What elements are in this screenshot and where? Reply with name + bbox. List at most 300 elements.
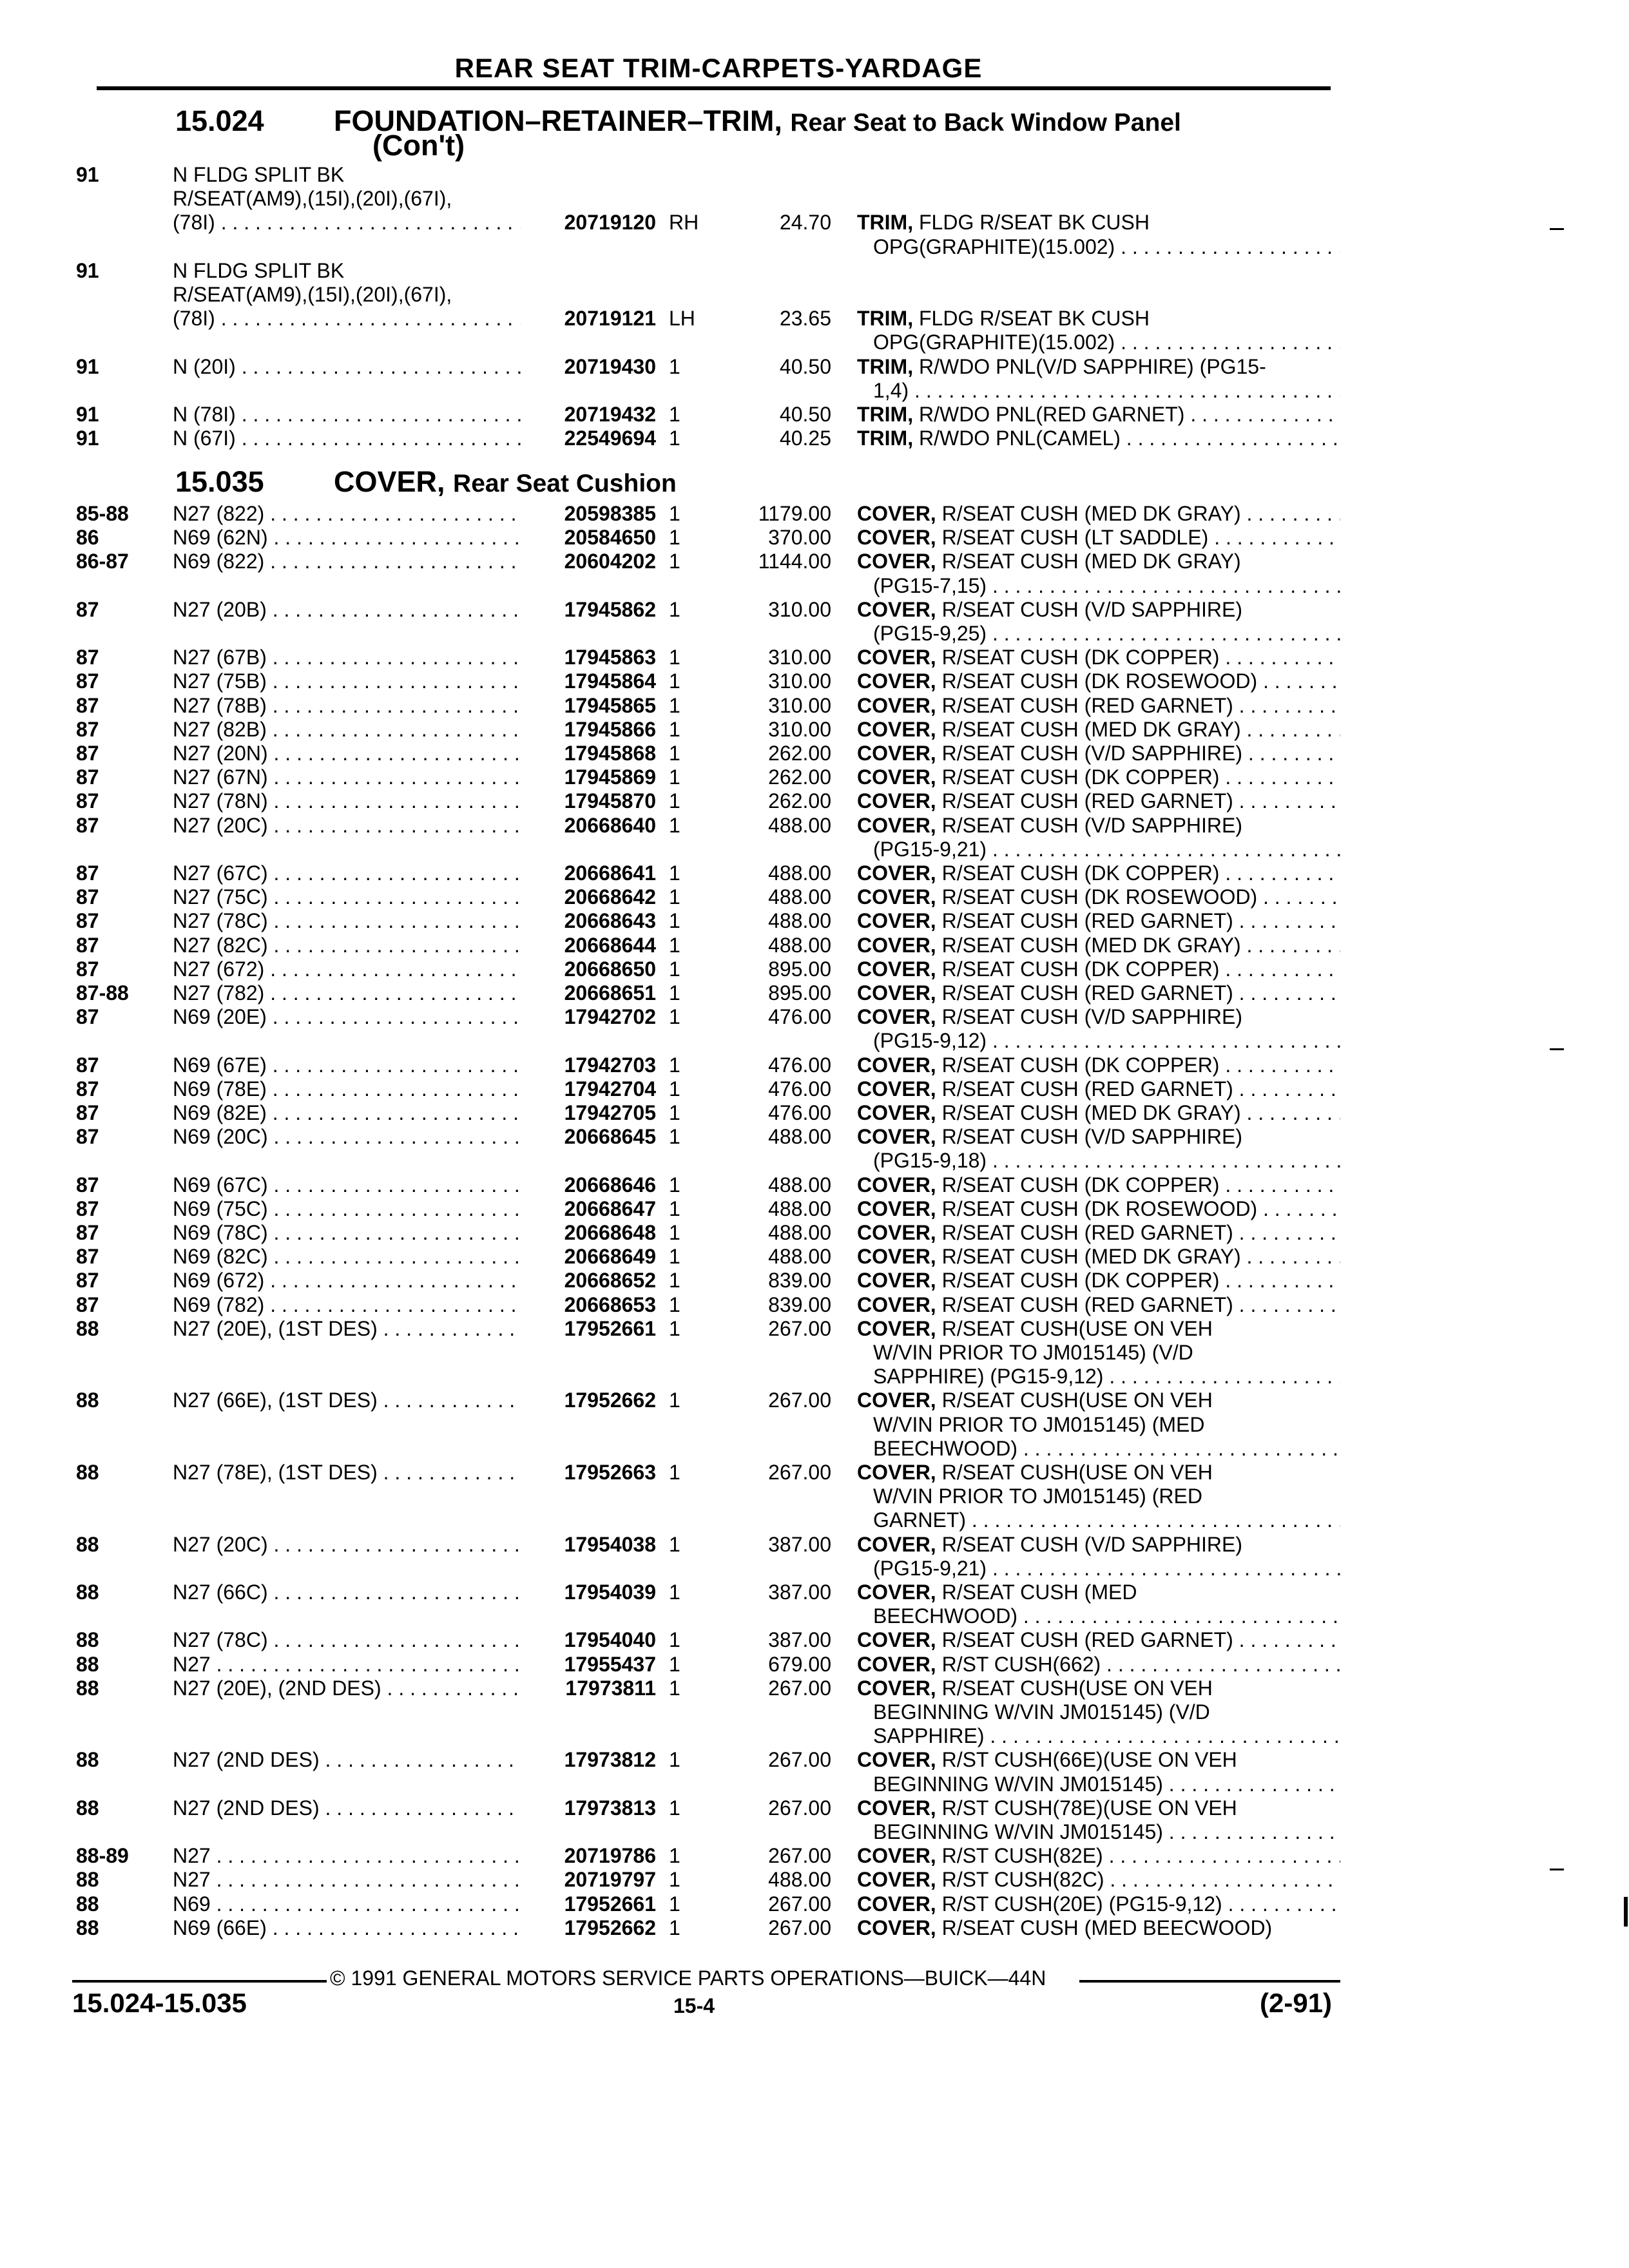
part-keyword: TRIM, bbox=[857, 427, 914, 450]
item-description: N27 (67N) . . . bbox=[173, 765, 521, 789]
table-row bbox=[0, 426, 1353, 450]
part-name: COVER, R/ST CUSH(662) . . . bbox=[857, 1652, 1340, 1677]
quantity: 1 bbox=[669, 1868, 680, 1892]
part-number: 17945870 bbox=[564, 789, 656, 813]
part-keyword: COVER, bbox=[857, 1269, 936, 1293]
item-description: N (20I) . . . bbox=[173, 354, 521, 379]
part-name-continued: OPG(GRAPHITE)(15.002) . . . bbox=[873, 330, 1340, 354]
part-name: COVER, R/SEAT CUSH(USE ON VEH bbox=[857, 1461, 1213, 1484]
quantity: 1 bbox=[669, 957, 680, 981]
table-row bbox=[0, 597, 1353, 622]
part-name: COVER, R/SEAT CUSH (RED GARNET) . . . bbox=[857, 1077, 1340, 1101]
edge-mark bbox=[1550, 228, 1564, 230]
item-description: N69 (78E) . . . bbox=[173, 1077, 521, 1101]
table-row bbox=[0, 957, 1353, 981]
table-row bbox=[0, 1077, 1353, 1101]
table-row bbox=[0, 813, 1353, 838]
item-description: N27 (672) . . . bbox=[173, 957, 521, 981]
model-year: 85-88 bbox=[76, 502, 129, 525]
model-year: 87 bbox=[76, 1053, 99, 1077]
model-year: 87 bbox=[76, 861, 99, 885]
quantity: 1 bbox=[669, 1101, 680, 1124]
model-year: 88 bbox=[76, 1676, 99, 1700]
item-description: N69 (822) . . . bbox=[173, 549, 521, 573]
price: 310.00 bbox=[768, 669, 831, 693]
item-description: N27 (782) . . . bbox=[173, 981, 521, 1005]
part-number: 20604202 bbox=[564, 550, 656, 573]
price: 488.00 bbox=[768, 1125, 831, 1149]
table-row bbox=[0, 1196, 1353, 1221]
table-row bbox=[0, 1843, 1353, 1868]
quantity: 1 bbox=[669, 1269, 680, 1293]
price: 476.00 bbox=[768, 1077, 831, 1100]
part-name: COVER, R/SEAT CUSH (DK COPPER) . . . bbox=[857, 957, 1340, 981]
table-row bbox=[0, 741, 1353, 765]
price: 370.00 bbox=[768, 526, 831, 550]
item-description: N27 (67B) . . . bbox=[173, 645, 521, 669]
part-keyword: COVER, bbox=[857, 693, 936, 717]
model-year: 88 bbox=[76, 1748, 99, 1772]
item-description: N27 (78E), (1ST DES) . . . bbox=[173, 1460, 521, 1485]
quantity: 1 bbox=[669, 403, 680, 426]
price: 310.00 bbox=[768, 646, 831, 669]
item-description: N27 (20B) . . . bbox=[173, 597, 521, 622]
model-year: 87 bbox=[76, 1101, 99, 1124]
table-row bbox=[0, 1580, 1353, 1604]
part-name-continued: BEGINNING W/VIN JM015145) (V/D bbox=[873, 1700, 1210, 1724]
quantity: 1 bbox=[669, 1316, 680, 1340]
model-year: 87 bbox=[76, 933, 99, 957]
part-name: COVER, R/SEAT CUSH (V/D SAPPHIRE) bbox=[857, 597, 1243, 621]
price: 267.00 bbox=[768, 1461, 831, 1484]
part-name: COVER, R/SEAT CUSH (MED DK GRAY) . . . bbox=[857, 501, 1340, 526]
price: 310.00 bbox=[768, 693, 831, 717]
table-row bbox=[0, 1053, 1353, 1077]
part-name: COVER, R/SEAT CUSH (DK COPPER) . . . bbox=[857, 645, 1340, 669]
part-keyword: COVER, bbox=[857, 1077, 936, 1100]
item-description: (78I) . . . bbox=[173, 306, 521, 331]
part-number: 20668640 bbox=[564, 813, 656, 837]
price: 267.00 bbox=[768, 1844, 831, 1868]
model-year: 87 bbox=[76, 1221, 99, 1244]
item-description: N27 (82B) . . . bbox=[173, 717, 521, 742]
part-keyword: COVER, bbox=[857, 646, 936, 669]
quantity: 1 bbox=[669, 1389, 680, 1412]
part-number: 17973811 bbox=[565, 1676, 656, 1700]
part-name: COVER, R/SEAT CUSH (MED DK GRAY) . . . bbox=[857, 1244, 1340, 1269]
part-name-continued: (PG15-9,21) . . . bbox=[873, 837, 1340, 861]
footer-page-number: 15-4 bbox=[673, 1994, 715, 2017]
item-description: N (67I) . . . bbox=[173, 426, 521, 450]
item-description: N69 . . . bbox=[173, 1892, 521, 1916]
part-name-continued: OPG(GRAPHITE)(15.002) . . . bbox=[873, 235, 1340, 259]
part-number: 20668644 bbox=[564, 933, 656, 957]
table-row bbox=[0, 861, 1353, 885]
part-number: 20668646 bbox=[564, 1173, 656, 1196]
part-number: 17942704 bbox=[564, 1077, 656, 1100]
item-description-line: R/SEAT(AM9),(15I),(20I),(67I), bbox=[173, 283, 452, 306]
part-name: COVER, R/SEAT CUSH (DK COPPER) . . . bbox=[857, 1053, 1340, 1077]
part-keyword: COVER, bbox=[857, 1316, 936, 1340]
quantity: 1 bbox=[669, 1221, 680, 1244]
price: 488.00 bbox=[768, 1868, 831, 1892]
table-row bbox=[0, 1244, 1353, 1269]
model-year: 86 bbox=[76, 526, 99, 550]
part-name: COVER, R/SEAT CUSH (V/D SAPPHIRE) bbox=[857, 813, 1243, 837]
part-number: 20719120 bbox=[564, 211, 656, 235]
section-number: 15.024 bbox=[175, 104, 264, 137]
part-keyword: COVER, bbox=[857, 717, 936, 741]
item-description: N27 . . . bbox=[173, 1843, 521, 1868]
section-title: FOUNDATION–RETAINER–TRIM, Rear Seat to Back Window Panel bbox=[334, 104, 1181, 137]
part-number: 17952661 bbox=[564, 1892, 656, 1916]
price: 40.50 bbox=[779, 403, 831, 426]
quantity: 1 bbox=[669, 1077, 680, 1100]
table-row bbox=[0, 1532, 1353, 1557]
model-year: 88 bbox=[76, 1892, 99, 1916]
quantity: 1 bbox=[669, 354, 680, 378]
edge-mark bbox=[1550, 1048, 1564, 1050]
price: 262.00 bbox=[768, 789, 831, 813]
price: 476.00 bbox=[768, 1053, 831, 1077]
quantity: 1 bbox=[669, 813, 680, 837]
part-number: 20668648 bbox=[564, 1221, 656, 1244]
part-number: 17952662 bbox=[564, 1916, 656, 1939]
price: 267.00 bbox=[768, 1796, 831, 1820]
part-name: TRIM, R/WDO PNL(V/D SAPPHIRE) (PG15- bbox=[857, 354, 1266, 378]
part-number: 17942705 bbox=[564, 1101, 656, 1124]
price: 839.00 bbox=[768, 1269, 831, 1293]
item-description: N69 (75C) . . . bbox=[173, 1196, 521, 1221]
table-row bbox=[0, 908, 1353, 933]
part-name-continued: SAPPHIRE) . . . bbox=[873, 1724, 1340, 1748]
price: 267.00 bbox=[768, 1389, 831, 1412]
price: 387.00 bbox=[768, 1532, 831, 1556]
quantity: 1 bbox=[669, 550, 680, 573]
model-year: 87 bbox=[76, 742, 99, 765]
item-description: N69 (20E) . . . bbox=[173, 1004, 521, 1029]
part-name: COVER, R/SEAT CUSH (RED GARNET) . . . bbox=[857, 1220, 1340, 1245]
part-name-continued: (PG15-9,25) . . . bbox=[873, 621, 1340, 646]
model-year: 87 bbox=[76, 1245, 99, 1269]
table-row bbox=[0, 1100, 1353, 1125]
quantity: LH bbox=[669, 307, 695, 331]
part-name: COVER, R/ST CUSH(20E) (PG15-9,12) . . . bbox=[857, 1892, 1340, 1916]
quantity: 1 bbox=[669, 526, 680, 550]
item-description: N (78I) . . . bbox=[173, 402, 521, 427]
footer-section-range: 15.024-15.035 bbox=[72, 1988, 247, 2018]
item-description: N27 (822) . . . bbox=[173, 501, 521, 526]
section-heading-15-024 bbox=[0, 104, 1353, 169]
part-name: COVER, R/SEAT CUSH (V/D SAPPHIRE) bbox=[857, 1005, 1243, 1029]
item-description-line: N FLDG SPLIT BK bbox=[173, 258, 345, 282]
table-row bbox=[0, 1628, 1353, 1652]
part-name: COVER, R/SEAT CUSH(USE ON VEH bbox=[857, 1676, 1213, 1700]
part-name: COVER, R/ST CUSH(82C) . . . bbox=[857, 1867, 1340, 1892]
part-number: 20668649 bbox=[564, 1245, 656, 1269]
part-number: 17945865 bbox=[564, 693, 656, 717]
section-title: COVER, Rear Seat Cushion bbox=[334, 465, 677, 498]
item-description: N27 (75C) . . . bbox=[173, 885, 521, 909]
quantity: 1 bbox=[669, 1532, 680, 1556]
part-keyword: COVER, bbox=[857, 1053, 936, 1077]
part-name-continued: BEECHWOOD) . . . bbox=[873, 1604, 1340, 1628]
item-description: N27 (67C) . . . bbox=[173, 861, 521, 885]
footer-copyright: © 1991 GENERAL MOTORS SERVICE PARTS OPERATIONS—BUICK—44N bbox=[330, 1966, 1046, 1990]
part-name: COVER, R/ST CUSH(78E)(USE ON VEH bbox=[857, 1796, 1237, 1820]
part-name: COVER, R/SEAT CUSH (V/D SAPPHIRE) . . . bbox=[857, 741, 1340, 765]
price: 23.65 bbox=[779, 307, 831, 331]
model-year: 87 bbox=[76, 765, 99, 789]
table-row bbox=[0, 789, 1353, 813]
model-year: 86-87 bbox=[76, 550, 129, 573]
price: 488.00 bbox=[768, 861, 831, 885]
part-name: COVER, R/SEAT CUSH (DK COPPER) . . . bbox=[857, 1268, 1340, 1293]
price: 267.00 bbox=[768, 1892, 831, 1916]
price: 267.00 bbox=[768, 1748, 831, 1772]
item-description: N27 (20E), (2ND DES) . . . bbox=[173, 1676, 521, 1700]
model-year: 88 bbox=[76, 1389, 99, 1412]
quantity: 1 bbox=[669, 502, 680, 525]
part-name: TRIM, R/WDO PNL(RED GARNET) . . . bbox=[857, 402, 1340, 427]
part-keyword: COVER, bbox=[857, 1748, 936, 1772]
part-name: COVER, R/SEAT CUSH (MED DK GRAY) bbox=[857, 550, 1241, 573]
part-keyword: COVER, bbox=[857, 1581, 936, 1604]
model-year: 87 bbox=[76, 717, 99, 741]
table-row bbox=[0, 1004, 1353, 1029]
part-number: 17942702 bbox=[564, 1005, 656, 1029]
item-description: N27 (78C) . . . bbox=[173, 1628, 521, 1652]
part-number: 20668650 bbox=[564, 957, 656, 981]
model-year: 87 bbox=[76, 1293, 99, 1316]
part-name: COVER, R/SEAT CUSH (MED DK GRAY) . . . bbox=[857, 717, 1340, 742]
section-continued: (Con't) bbox=[372, 129, 465, 162]
part-name: COVER, R/SEAT CUSH (RED GARNET) . . . bbox=[857, 1628, 1340, 1652]
item-description: N27 (20N) . . . bbox=[173, 741, 521, 765]
part-number: 20584650 bbox=[564, 526, 656, 550]
part-number: 17952662 bbox=[564, 1389, 656, 1412]
part-number: 20668652 bbox=[564, 1269, 656, 1293]
part-number: 20668645 bbox=[564, 1125, 656, 1149]
part-number: 20668642 bbox=[564, 885, 656, 909]
part-keyword: COVER, bbox=[857, 597, 936, 621]
footer-date: (2-91) bbox=[1260, 1988, 1333, 2018]
item-description: N69 (20C) . . . bbox=[173, 1124, 521, 1149]
item-description: N27 (2ND DES) . . . bbox=[173, 1796, 521, 1820]
model-year: 88 bbox=[76, 1581, 99, 1604]
quantity: 1 bbox=[669, 1196, 680, 1220]
part-number: 17945863 bbox=[564, 646, 656, 669]
part-name: COVER, R/SEAT CUSH (RED GARNET) . . . bbox=[857, 693, 1340, 718]
part-keyword: COVER, bbox=[857, 765, 936, 789]
price: 267.00 bbox=[768, 1316, 831, 1340]
item-description: N69 (82E) . . . bbox=[173, 1100, 521, 1125]
part-number: 17942703 bbox=[564, 1053, 656, 1077]
part-keyword: COVER, bbox=[857, 1221, 936, 1244]
price: 40.25 bbox=[779, 427, 831, 450]
price: 40.50 bbox=[779, 354, 831, 378]
part-keyword: COVER, bbox=[857, 1196, 936, 1220]
part-number: 17952663 bbox=[564, 1461, 656, 1484]
part-keyword: COVER, bbox=[857, 1628, 936, 1652]
quantity: 1 bbox=[669, 933, 680, 957]
model-year: 88 bbox=[76, 1652, 99, 1676]
item-description: N27 (20C) . . . bbox=[173, 813, 521, 838]
table-row bbox=[0, 402, 1353, 427]
quantity: 1 bbox=[669, 1125, 680, 1149]
part-number: 17954038 bbox=[564, 1532, 656, 1556]
quantity: 1 bbox=[669, 1245, 680, 1269]
model-year: 87 bbox=[76, 789, 99, 813]
part-keyword: COVER, bbox=[857, 1892, 936, 1916]
price: 1179.00 bbox=[758, 502, 831, 525]
part-name: COVER, R/SEAT CUSH(USE ON VEH bbox=[857, 1389, 1213, 1412]
price: 476.00 bbox=[768, 1005, 831, 1029]
table-row bbox=[0, 1316, 1353, 1341]
table-row bbox=[0, 1460, 1353, 1485]
part-keyword: COVER, bbox=[857, 933, 936, 957]
model-year: 87 bbox=[76, 1269, 99, 1293]
part-name: COVER, R/SEAT CUSH (DK ROSEWOOD) . . . bbox=[857, 885, 1340, 909]
page-title: REAR SEAT TRIM-CARPETS-YARDAGE bbox=[454, 53, 983, 83]
part-keyword: TRIM, bbox=[857, 307, 914, 331]
table-row bbox=[0, 765, 1353, 789]
item-description: N27 (78N) . . . bbox=[173, 789, 521, 813]
part-keyword: COVER, bbox=[857, 1461, 936, 1484]
item-description: N69 (67C) . . . bbox=[173, 1173, 521, 1197]
part-number: 17945869 bbox=[564, 765, 656, 789]
part-name: COVER, R/ST CUSH(82E) . . . bbox=[857, 1843, 1340, 1868]
part-number: 17952661 bbox=[564, 1316, 656, 1340]
part-number: 17945864 bbox=[564, 669, 656, 693]
part-keyword: COVER, bbox=[857, 526, 936, 550]
part-number: 17945862 bbox=[564, 597, 656, 621]
price: 488.00 bbox=[768, 1196, 831, 1220]
part-keyword: COVER, bbox=[857, 669, 936, 693]
quantity: 1 bbox=[669, 597, 680, 621]
item-description: N27 (20C) . . . bbox=[173, 1532, 521, 1557]
part-name: COVER, R/SEAT CUSH (DK COPPER) . . . bbox=[857, 861, 1340, 885]
item-description: N69 (672) . . . bbox=[173, 1268, 521, 1293]
price: 1144.00 bbox=[758, 550, 831, 573]
part-name: COVER, R/SEAT CUSH (MED DK GRAY) . . . bbox=[857, 1100, 1340, 1125]
item-description: N27 (75B) . . . bbox=[173, 669, 521, 693]
part-number: 20668653 bbox=[564, 1293, 656, 1316]
model-year: 91 bbox=[76, 354, 99, 378]
item-description: N27 (78B) . . . bbox=[173, 693, 521, 718]
part-keyword: COVER, bbox=[857, 1676, 936, 1700]
quantity: 1 bbox=[669, 1892, 680, 1916]
part-name-continued: BEGINNING W/VIN JM015145) . . . bbox=[873, 1772, 1340, 1796]
part-keyword: TRIM, bbox=[857, 354, 914, 378]
price: 310.00 bbox=[768, 597, 831, 621]
part-keyword: COVER, bbox=[857, 1868, 936, 1892]
table-row bbox=[0, 693, 1353, 718]
part-keyword: COVER, bbox=[857, 885, 936, 909]
part-name: COVER, R/SEAT CUSH (MED bbox=[857, 1581, 1137, 1604]
quantity: 1 bbox=[669, 1293, 680, 1316]
quantity: 1 bbox=[669, 1628, 680, 1652]
part-keyword: COVER, bbox=[857, 1125, 936, 1149]
quantity: 1 bbox=[669, 1461, 680, 1484]
price: 488.00 bbox=[768, 909, 831, 933]
part-name-continued: (PG15-9,21) . . . bbox=[873, 1556, 1340, 1581]
table-row bbox=[0, 1173, 1353, 1197]
price: 267.00 bbox=[768, 1676, 831, 1700]
model-year: 87 bbox=[76, 669, 99, 693]
part-keyword: COVER, bbox=[857, 1652, 936, 1676]
model-year: 88 bbox=[76, 1532, 99, 1556]
part-keyword: COVER, bbox=[857, 957, 936, 981]
price: 310.00 bbox=[768, 717, 831, 741]
edge-mark bbox=[1550, 1869, 1564, 1870]
quantity: 1 bbox=[669, 693, 680, 717]
part-keyword: COVER, bbox=[857, 1532, 936, 1556]
model-year: 87 bbox=[76, 1077, 99, 1100]
part-name-continued: (PG15-9,18) . . . bbox=[873, 1148, 1340, 1173]
quantity: 1 bbox=[669, 1053, 680, 1077]
quantity: 1 bbox=[669, 1173, 680, 1196]
quantity: 1 bbox=[669, 909, 680, 933]
price: 24.70 bbox=[779, 211, 831, 235]
edge-bar bbox=[1624, 1897, 1628, 1927]
table-row bbox=[0, 1652, 1353, 1677]
part-name-continued: (PG15-9,12) . . . bbox=[873, 1028, 1340, 1053]
quantity: RH bbox=[669, 211, 699, 235]
price: 679.00 bbox=[768, 1652, 831, 1676]
model-year: 87 bbox=[76, 646, 99, 669]
item-description: N69 (78C) . . . bbox=[173, 1220, 521, 1245]
quantity: 1 bbox=[669, 765, 680, 789]
part-name-continued: SAPPHIRE) (PG15-9,12) . . . bbox=[873, 1364, 1340, 1389]
part-name-continued: W/VIN PRIOR TO JM015145) (RED bbox=[873, 1485, 1202, 1508]
part-keyword: COVER, bbox=[857, 550, 936, 573]
part-number: 20668651 bbox=[564, 981, 656, 1004]
price: 895.00 bbox=[768, 981, 831, 1004]
model-year: 87 bbox=[76, 1005, 99, 1029]
model-year: 87 bbox=[76, 1196, 99, 1220]
model-year: 88 bbox=[76, 1316, 99, 1340]
part-name-continued: BEGINNING W/VIN JM015145) . . . bbox=[873, 1820, 1340, 1844]
part-name: COVER, R/SEAT CUSH (MED DK GRAY) . . . bbox=[857, 933, 1340, 957]
part-keyword: COVER, bbox=[857, 742, 936, 765]
item-description: N69 (782) . . . bbox=[173, 1293, 521, 1317]
quantity: 1 bbox=[669, 669, 680, 693]
part-keyword: TRIM, bbox=[857, 211, 914, 235]
part-keyword: COVER, bbox=[857, 789, 936, 813]
part-keyword: COVER, bbox=[857, 1245, 936, 1269]
quantity: 1 bbox=[669, 1748, 680, 1772]
part-name: COVER, R/SEAT CUSH (DK ROSEWOOD) . . . bbox=[857, 1196, 1340, 1221]
part-number: 17973812 bbox=[564, 1748, 656, 1772]
model-year: 87 bbox=[76, 813, 99, 837]
part-number: 17945868 bbox=[564, 742, 656, 765]
table-row bbox=[0, 354, 1353, 379]
price: 488.00 bbox=[768, 885, 831, 909]
part-number: 20668641 bbox=[564, 861, 656, 885]
price: 262.00 bbox=[768, 765, 831, 789]
part-keyword: COVER, bbox=[857, 861, 936, 885]
quantity: 1 bbox=[669, 717, 680, 741]
item-description: N27 . . . bbox=[173, 1652, 521, 1677]
price: 488.00 bbox=[768, 813, 831, 837]
part-name: TRIM, FLDG R/SEAT BK CUSH bbox=[857, 307, 1150, 331]
model-year: 87 bbox=[76, 885, 99, 909]
model-year: 91 bbox=[76, 427, 99, 450]
part-name: COVER, R/SEAT CUSH (DK COPPER) . . . bbox=[857, 765, 1340, 789]
item-description: N27 (78C) . . . bbox=[173, 908, 521, 933]
part-name-continued: W/VIN PRIOR TO JM015145) (MED bbox=[873, 1412, 1205, 1436]
